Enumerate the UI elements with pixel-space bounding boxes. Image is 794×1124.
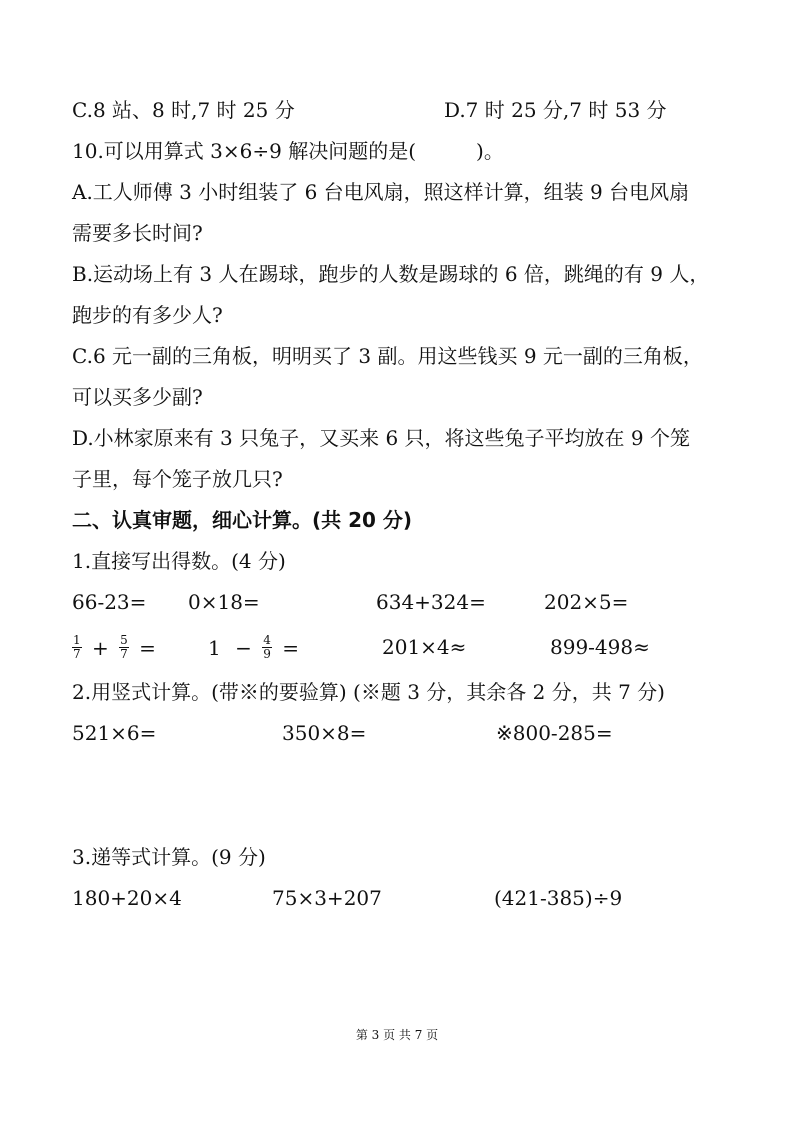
q3-item-3: (421-385)÷9 [494,886,623,910]
q1-title: 1.直接写出得数。(4 分) [72,549,286,573]
question-10-stem: 10.可以用算式 3×6÷9 解决问题的是( )。 [72,139,504,163]
question-10-option-c-line2: 可以买多少副? [72,385,203,409]
fraction-five-sevenths: $\frac{5}{7}$ [120,633,128,661]
q2-item-3: ※800-285= [496,721,613,745]
section-2-title: 二、认真审题，细心计算。(共 20 分) [72,508,413,532]
question-10-option-d-line1: D.小林家原来有 3 只兔子，又买来 6 只，将这些兔子平均放在 9 个笼 [72,426,690,450]
q3-title: 3.递等式计算。(9 分) [72,845,266,869]
q1-item-1: 66-23= [72,590,147,614]
q1-item-2: 0×18= [188,590,260,614]
q1-item-fraction-sum: $\frac{1}{7}$ + $\frac{5}{7}$ = [73,633,156,661]
option-c-previous: C.8 站、8 时,7 时 25 分 [72,98,295,122]
question-10-option-b-line2: 跑步的有多少人? [72,303,223,327]
question-10-option-c-line1: C.6 元一副的三角板，明明买了 3 副。用这些钱买 9 元一副的三角板， [72,344,703,368]
question-10-option-b-line1: B.运动场上有 3 人在踢球，跑步的人数是踢球的 6 倍，跳绳的有 9 人， [72,262,710,286]
q1-item-7: 201×4≈ [382,635,467,659]
q3-item-1: 180+20×4 [72,886,182,910]
fraction-four-ninths: $\frac{4}{9}$ [263,633,271,661]
q2-title: 2.用竖式计算。(带※的要验算) (※题 3 分，其余各 2 分，共 7 分) [72,680,665,704]
page-footer: 第 3 页 共 7 页 [355,1028,439,1042]
q1-item-4: 202×5= [544,590,629,614]
q2-item-1: 521×6= [72,721,157,745]
q1-item-3: 634+324= [376,590,486,614]
q2-item-2: 350×8= [282,721,367,745]
question-10-option-a-line1: A.工人师傅 3 小时组装了 6 台电风扇，照这样计算，组装 9 台电风扇 [72,180,690,204]
option-d-previous: D.7 时 25 分,7 时 53 分 [444,98,667,122]
q1-item-8: 899-498≈ [550,635,650,659]
q1-item-fraction-difference: 1 − $\frac{4}{9}$ = [208,633,299,661]
fraction-one-seventh: $\frac{1}{7}$ [73,633,81,661]
question-10-option-a-line2: 需要多长时间? [72,221,203,245]
question-10-option-d-line2: 子里，每个笼子放几只? [72,467,283,491]
q3-item-2: 75×3+207 [272,886,382,910]
